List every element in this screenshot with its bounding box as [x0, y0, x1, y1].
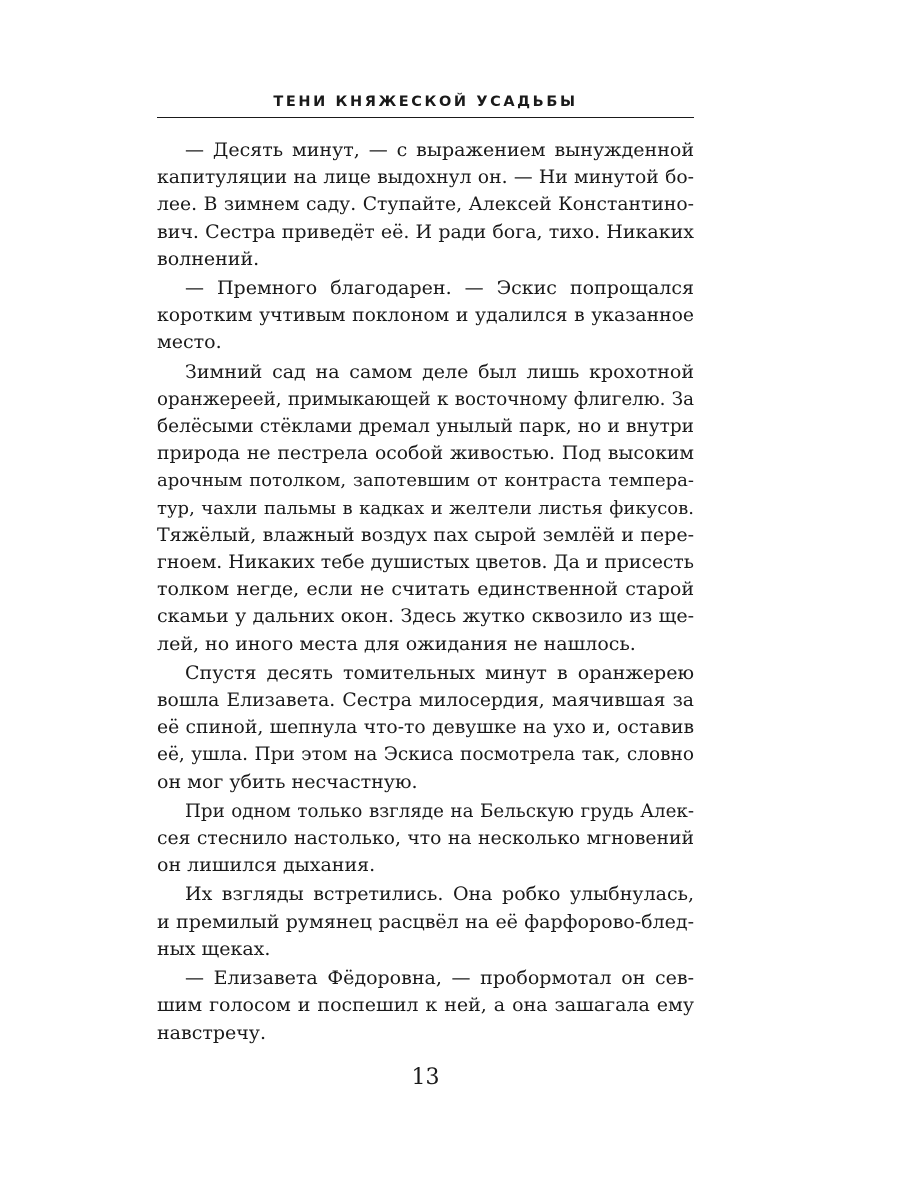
text-line: сея стеснило настолько, что на несколько мгновений: [157, 828, 694, 850]
text-line: скамьи у дальних окон. Здесь жутко сквозило из ще-: [157, 605, 694, 628]
text-line: коротким учтивым поклоном и удалился в указанное: [157, 305, 694, 327]
text-line: лей, но иного места для ожидания не нашлось.: [157, 632, 636, 655]
text-line: гноем. Никаких тебе душистых цветов. Да и присесть: [157, 552, 694, 574]
text-line: Спустя десять томительных минут в оранжерею: [185, 661, 694, 684]
text-line: При одном только взгляде на Бельскую грудь Алек-: [185, 800, 694, 822]
text-line: место.: [157, 331, 222, 354]
text-line: Зимний сад на самом деле был лишь крохотной: [185, 360, 694, 383]
text-line: её спиной, шепнула что-то девушке на ухо и, оставив: [157, 717, 694, 739]
paragraph: [157, 137, 694, 273]
text-line: вошла Елизавета. Сестра милосердия, маячившая за: [157, 690, 694, 712]
body-text: [157, 137, 694, 1049]
text-line: навстречу.: [157, 1021, 267, 1044]
text-line: Их взгляды встретились. Она робко улыбнулась,: [185, 883, 694, 906]
text-line: волнений.: [157, 247, 260, 270]
text-line: он лишился дыхания.: [157, 854, 376, 877]
paragraph: [157, 275, 694, 357]
paragraph: [157, 798, 694, 880]
text-line: толком негде, если не считать единственной старой: [157, 578, 694, 601]
text-line: её, ушла. При этом на Эскиса посмотрела так, словно: [157, 744, 694, 766]
text-line: тур, чахли пальмы в кадках и желтели листья фикусов.: [157, 497, 694, 519]
page-number: 13: [411, 1065, 440, 1090]
text-line: Тяжёлый, влажный воздух пах сырой землёй и пере-: [157, 523, 694, 546]
text-line: шим голосом и поспешил к ней, а она зашагала ему: [157, 994, 694, 1017]
text-line: арочным потолком, запотевшим от контраста темпера-: [157, 470, 694, 492]
text-line: он мог убить несчастную.: [157, 770, 418, 793]
text-line: и премилый румянец расцвёл на её фарфорово-блед-: [157, 910, 694, 933]
header-rule: [157, 117, 694, 118]
text-line: оранжереей, примыкающей к восточному флигелю. За: [157, 388, 694, 410]
paragraph: [157, 660, 694, 796]
text-line: капитуляции на лице выдохнул он. — Ни минутой бо-: [157, 167, 694, 189]
text-line: вич. Сестра приведёт её. И ради бога, тихо. Никаких: [157, 220, 694, 243]
text-line: — Премного благодарен. — Эскис попрощался: [185, 277, 694, 300]
text-line: белёсыми стёклами дремал унылый парк, но и внутри: [157, 416, 694, 438]
text-line: лее. В зимнем саду. Ступайте, Алексей Константино-: [157, 194, 694, 216]
text-line: — Десять минут, — с выражением вынужденной: [185, 139, 694, 161]
text-line: — Елизавета Фёдоровна, — пробормотал он сев-: [185, 967, 694, 990]
text-line: природа не пестрела особой живостью. Под высоким: [157, 443, 694, 465]
text-line: ных щеках.: [157, 937, 271, 960]
paragraph: [157, 881, 694, 963]
paragraph: [157, 359, 694, 658]
running-head: ТЕНИ КНЯЖЕСКОЙ УСАДЬБЫ: [273, 94, 578, 110]
paragraph: [157, 965, 694, 1047]
